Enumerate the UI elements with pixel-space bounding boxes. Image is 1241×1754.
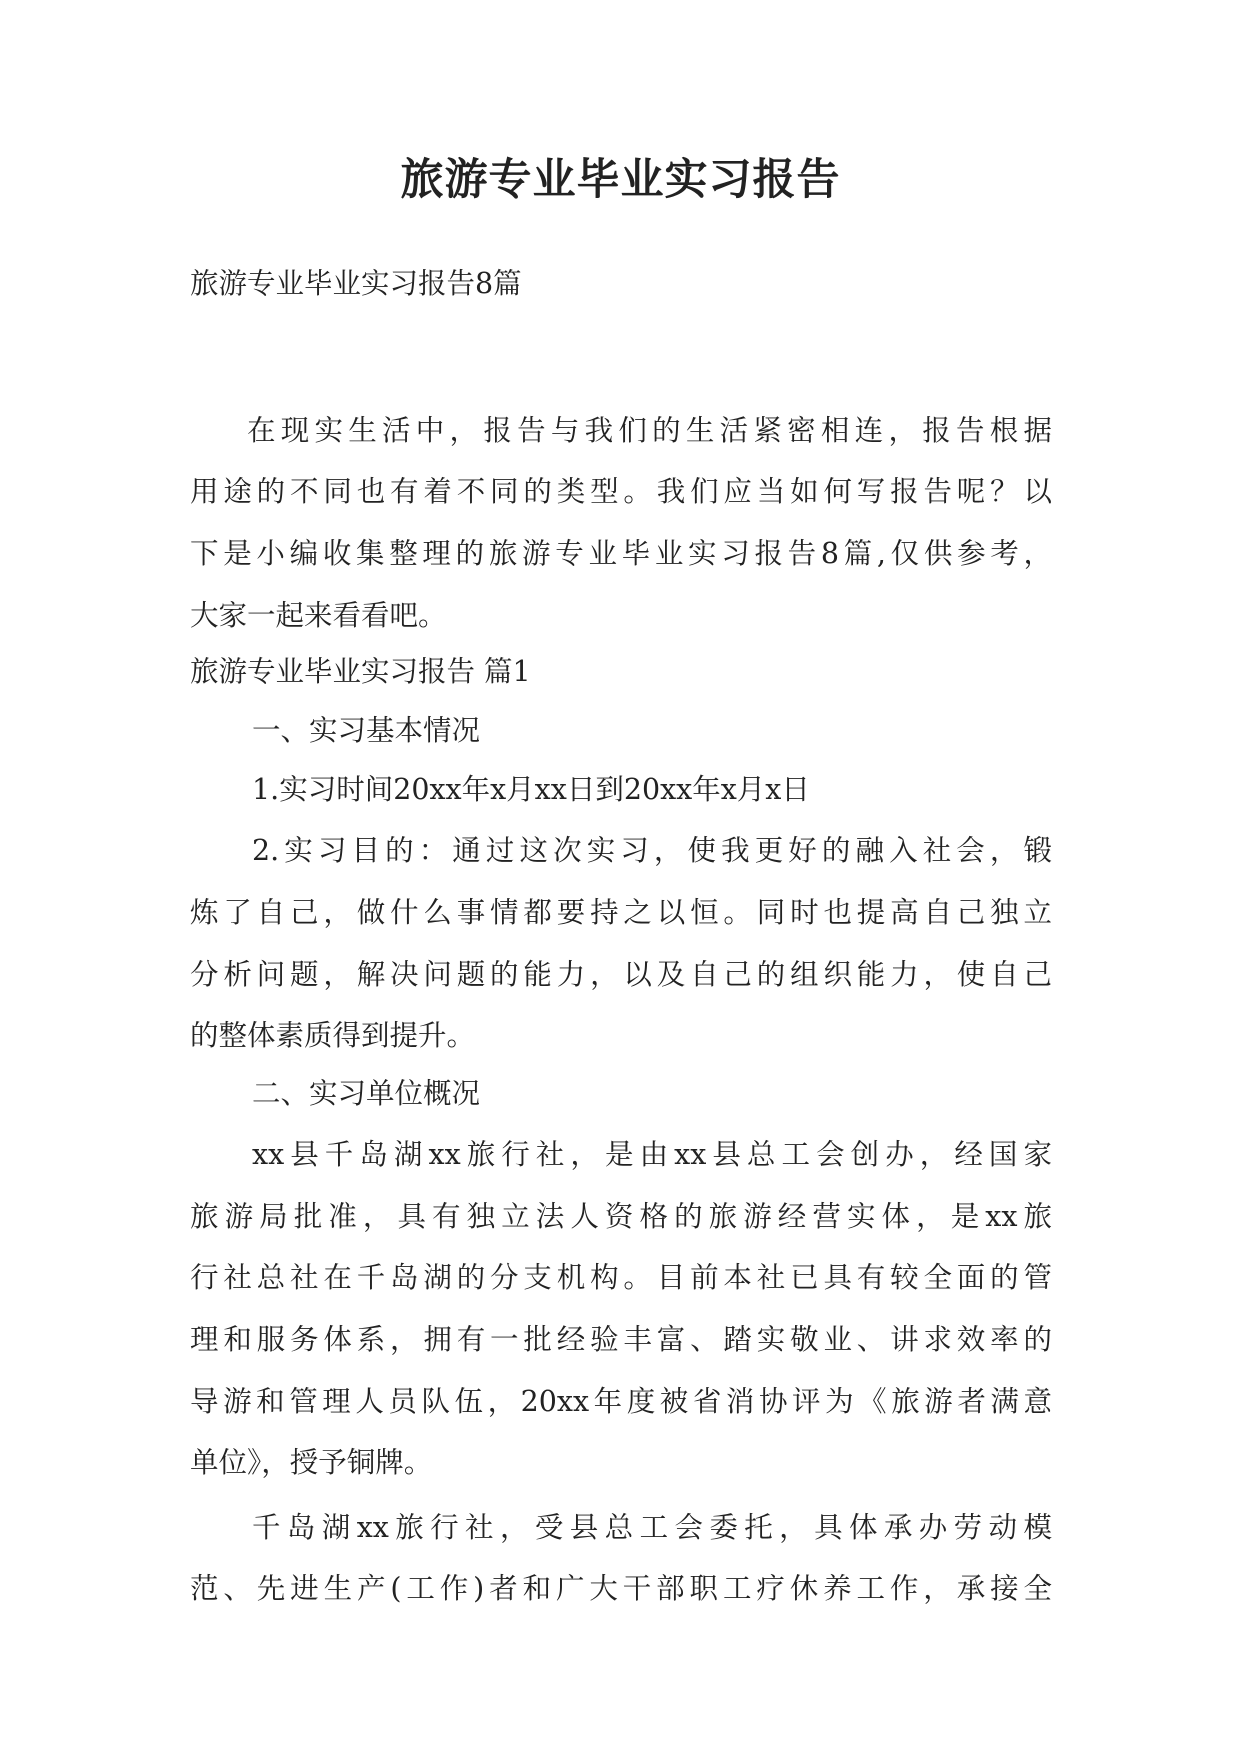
- part1-item2-line-3: 分析问题，解决问题的能力，以及自己的组织能力，使自己: [190, 958, 1052, 991]
- part2-para1-line-1: xx县千岛湖xx旅行社，是由xx县总工会创办，经国家: [252, 1138, 1052, 1171]
- part1-item1: 1.实习时间20xx年x月xx日到20xx年x月x日: [252, 773, 810, 806]
- part2-heading: 二、实习单位概况: [252, 1077, 481, 1110]
- document-title: 旅游专业毕业实习报告: [400, 155, 841, 205]
- intro-line-1: 在现实生活中，报告与我们的生活紧密相连，报告根据: [247, 414, 1052, 447]
- part2-para1-line-3: 行社总社在千岛湖的分支机构。目前本社已具有较全面的管: [190, 1261, 1052, 1294]
- part2-para1-line-2: 旅游局批准，具有独立法人资格的旅游经营实体，是xx旅: [190, 1200, 1052, 1233]
- part2-para1-line-5: 导游和管理人员队伍，20xx年度被省消协评为《旅游者满意: [190, 1385, 1052, 1418]
- document-subtitle: 旅游专业毕业实习报告8篇: [190, 267, 522, 300]
- part2-para1-line-4: 理和服务体系，拥有一批经验丰富、踏实敬业、讲求效率的: [190, 1323, 1052, 1356]
- part2-para2-line-1: 千岛湖xx旅行社，受县总工会委托，具体承办劳动模: [252, 1511, 1052, 1544]
- intro-line-3: 下是小编收集整理的旅游专业毕业实习报告8篇,仅供参考，: [190, 537, 1052, 570]
- intro-line-2: 用途的不同也有着不同的类型。我们应当如何写报告呢？以: [190, 475, 1052, 508]
- part1-item2-line-4: 的整体素质得到提升。: [190, 1019, 476, 1052]
- part2-para1-line-6: 单位》，授予铜牌。: [190, 1446, 433, 1479]
- part1-heading: 一、实习基本情况: [252, 714, 481, 747]
- part1-item2-line-2: 炼了自己，做什么事情都要持之以恒。同时也提高自己独立: [190, 896, 1052, 929]
- section-heading: 旅游专业毕业实习报告 篇1: [190, 655, 531, 688]
- part2-para2-line-2: 范、先进生产(工作)者和广大干部职工疗休养工作，承接全: [190, 1572, 1052, 1605]
- intro-line-4: 大家一起来看看吧。: [190, 599, 447, 632]
- part1-item2-line-1: 2.实习目的：通过这次实习，使我更好的融入社会，锻: [252, 834, 1052, 867]
